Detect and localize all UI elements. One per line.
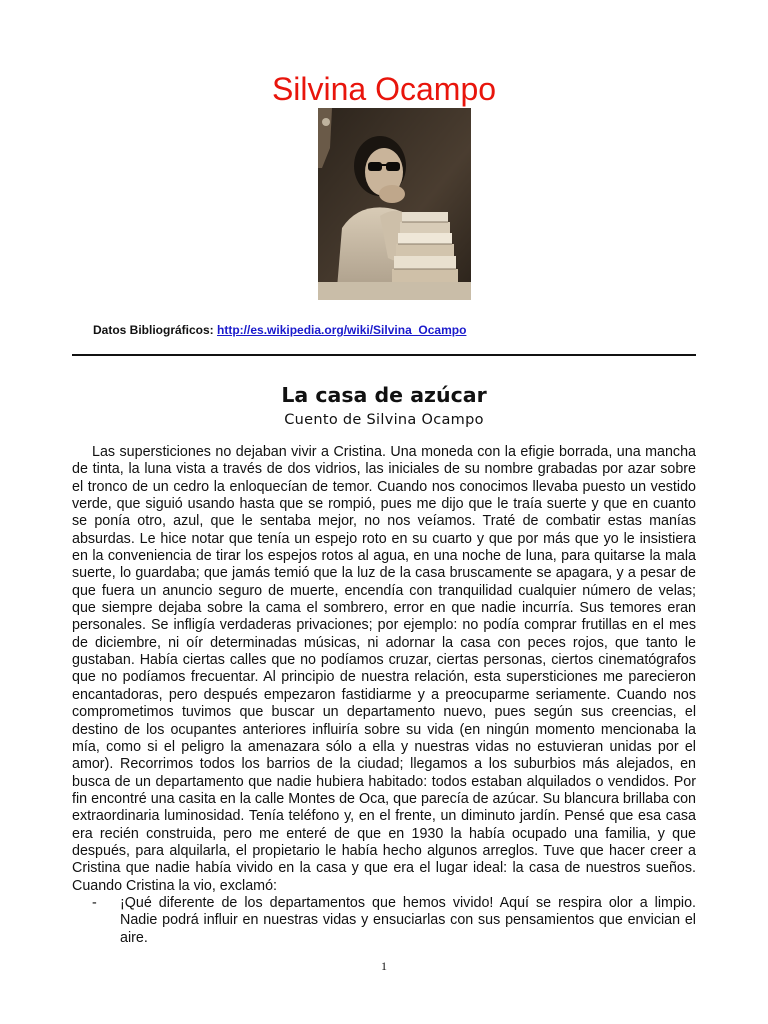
dialogue-dash: - [92, 894, 97, 911]
dialogue-text: ¡Qué diferente de los departamentos que hemos vivido! Aquí se respira olor a limpio. Nadie podrá influir en nuestras vidas y ensuciarlas con sus pensamientos que envician el aire. [120, 894, 696, 946]
story-paragraph: Las supersticiones no dejaban vivir a Cristina. Una moneda con la efigie borrada, una mancha de tinta, la luna vista a través de dos vidrios, las iniciales de su nombre grabadas por azar sobre el tronco de un cedro la enloquecían de temor. Cuando nos conocimos llevaba puesto un vestido verde, que siguió usando hasta que se rompió, pues me dijo que le traía suerte y que en cuanto se ponía otro, azul, que le sentaba mejor, no nos veíamos. Traté de combatir estas manías absurdas. Le hice notar que tenía un espejo roto en su cuarto y que por más que yo le insistiera en la conveniencia de tirar los espejos rotos al agua, en una noche de luna, para quitarse la mala suerte, lo guardaba; que jamás temió que la luz de la casa bruscamente se apagara, y a pesar de que fuera un anuncio seguro de muerte, encendía con tranquilidad cualquier número de velas; que siempre dejaba sobre la cama el sombrero, error en que nadie incurría. Sus temores eran personales. Se infligía verdaderas privaciones; por ejemplo: no podía comprar frutillas en el mes de diciembre, ni oír determinadas músicas, ni adornar la casa con peces rojos, que tanto le gustaban. Había ciertas calles que no podíamos cruzar, ciertas personas, ciertos cinematógrafos que no podíamos frecuentar. Al principio de nuestra relación, esta supersticiones me parecieron encantadoras, pero después empezaron fastidiarme y a preocuparme seriamente. Cuando nos comprometimos tuvimos que buscar un departamento nuevo, pues según sus creencias, el destino de los ocupantes anteriores influiría sobre su vida (en ningún momento mencionaba la mía, como si el peligro la amenazara sólo a ella y nuestras vidas no estuvieran unidas por el amor). Recorrimos todos los barrios de la ciudad; llegamos a los suburbios más alejados, en busca de un departamento que nadie hubiera habitado: todos estaban alquilados o vendidos. Por fin encontré una casita en la calle Montes de Oca, que parecía de azúcar. Su blancura brillaba con extraordinaria luminosidad. Tenía teléfono y, en el frente, un diminuto jardín. Pensé que esa casa era recién construida, pero me enteré de que en 1930 la había ocupado una familia, y que después, para alquilarla, el propietario le había hecho algunos arreglos. Tuve que hacer creer a Cristina que nadie había vivido en la casa y que era el lugar ideal: la casa de nuestros sueños. Cuando Cristina la vio, exclamó: [72, 444, 696, 894]
author-portrait-photo [318, 108, 471, 300]
story-subtitle: Cuento de Silvina Ocampo [284, 412, 484, 428]
horizontal-divider [72, 354, 696, 356]
bibliographic-label: Datos Bibliográficos: [93, 323, 214, 337]
author-title: Silvina Ocampo [271, 71, 497, 107]
story-body [72, 444, 696, 947]
dialogue-line [72, 895, 696, 947]
page-number: 1 [381, 959, 387, 973]
story-title: La casa de azúcar [281, 383, 487, 407]
bibliographic-data [93, 323, 466, 337]
wikipedia-link[interactable]: http://es.wikipedia.org/wiki/Silvina_Ocampo [217, 323, 467, 337]
